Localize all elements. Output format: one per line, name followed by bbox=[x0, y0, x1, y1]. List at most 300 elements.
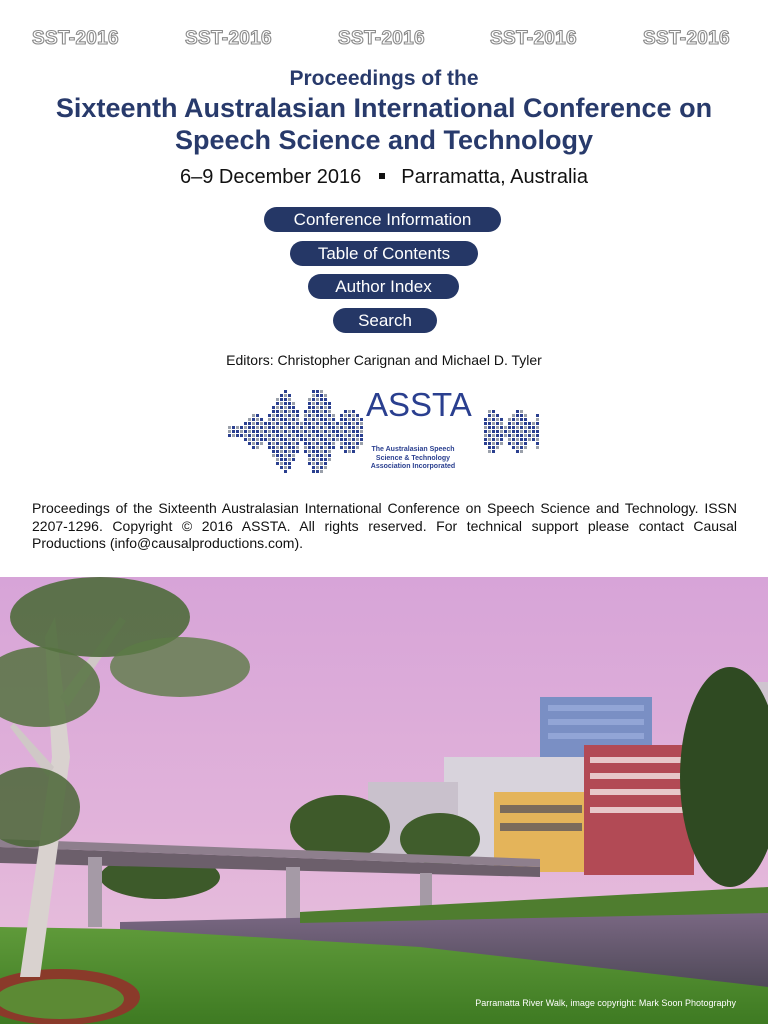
logo-pixel bbox=[308, 442, 311, 445]
logo-pixel bbox=[304, 410, 307, 413]
logo-pixel bbox=[272, 422, 275, 425]
logo-pixel bbox=[520, 446, 523, 449]
logo-pixel bbox=[348, 422, 351, 425]
logo-pixel bbox=[328, 450, 331, 453]
logo-pixel bbox=[280, 442, 283, 445]
logo-pixel bbox=[348, 446, 351, 449]
logo-pixel bbox=[508, 438, 511, 441]
logo-pixel bbox=[324, 466, 327, 469]
logo-pixel bbox=[516, 414, 519, 417]
logo-pixel bbox=[308, 406, 311, 409]
logo-pixel bbox=[272, 414, 275, 417]
logo-pixel bbox=[332, 418, 335, 421]
logo-pixel bbox=[292, 426, 295, 429]
logo-pixel bbox=[516, 422, 519, 425]
logo-pixel bbox=[500, 422, 503, 425]
logo-pixel bbox=[284, 426, 287, 429]
logo-pixel bbox=[488, 410, 491, 413]
logo-pixel bbox=[272, 410, 275, 413]
logo-pixel bbox=[288, 394, 291, 397]
logo-pixel bbox=[288, 450, 291, 453]
logo-pixel bbox=[280, 426, 283, 429]
logo-pixel bbox=[524, 446, 527, 449]
logo-pixel bbox=[292, 458, 295, 461]
logo-pixel bbox=[312, 442, 315, 445]
logo-pixel bbox=[324, 402, 327, 405]
brand-prefix: SST- bbox=[185, 28, 229, 49]
logo-pixel bbox=[260, 430, 263, 433]
logo-pixel bbox=[312, 406, 315, 409]
logo-pixel bbox=[284, 450, 287, 453]
logo-pixel bbox=[252, 418, 255, 421]
logo-pixel bbox=[288, 398, 291, 401]
logo-pixel bbox=[500, 434, 503, 437]
logo-pixel bbox=[324, 398, 327, 401]
logo-pixel bbox=[252, 442, 255, 445]
logo-pixel bbox=[340, 422, 343, 425]
logo-pixel bbox=[288, 406, 291, 409]
logo-pixel bbox=[324, 394, 327, 397]
logo-pixel bbox=[348, 438, 351, 441]
logo-pixel bbox=[292, 418, 295, 421]
logo-pixel bbox=[304, 418, 307, 421]
logo-pixel bbox=[320, 446, 323, 449]
logo-pixel bbox=[332, 438, 335, 441]
logo-pixel bbox=[268, 414, 271, 417]
logo-pixel bbox=[288, 418, 291, 421]
logo-pixel bbox=[252, 426, 255, 429]
logo-pixel bbox=[504, 426, 507, 429]
logo-pixel bbox=[360, 430, 363, 433]
logo-pixel bbox=[320, 414, 323, 417]
logo-pixel bbox=[344, 434, 347, 437]
logo-pixel bbox=[304, 450, 307, 453]
logo-pixel bbox=[320, 470, 323, 473]
logo-pixel bbox=[292, 442, 295, 445]
logo-pixel bbox=[320, 454, 323, 457]
logo-pixel bbox=[284, 462, 287, 465]
logo-pixel bbox=[248, 442, 251, 445]
logo-pixel bbox=[288, 430, 291, 433]
logo-pixel bbox=[312, 414, 315, 417]
logo-pixel bbox=[484, 418, 487, 421]
logo-pixel bbox=[352, 426, 355, 429]
logo-pixel bbox=[284, 410, 287, 413]
logo-pixel bbox=[272, 438, 275, 441]
logo-pixel bbox=[292, 422, 295, 425]
logo-pixel bbox=[280, 450, 283, 453]
logo-pixel bbox=[288, 446, 291, 449]
logo-pixel bbox=[232, 430, 235, 433]
logo-pixel bbox=[280, 406, 283, 409]
page-title bbox=[0, 92, 768, 156]
logo-pixel bbox=[276, 446, 279, 449]
logo-pixel bbox=[320, 410, 323, 413]
logo-pixel bbox=[316, 422, 319, 425]
logo-pixel bbox=[260, 434, 263, 437]
logo-pixel bbox=[276, 450, 279, 453]
logo-pixel bbox=[332, 430, 335, 433]
logo-pixel bbox=[492, 446, 495, 449]
logo-pixel bbox=[352, 418, 355, 421]
logo-pixel bbox=[276, 442, 279, 445]
logo-pixel bbox=[316, 398, 319, 401]
logo-pixel bbox=[276, 418, 279, 421]
logo-pixel bbox=[508, 422, 511, 425]
logo-pixel bbox=[300, 434, 303, 437]
logo-pixel bbox=[288, 422, 291, 425]
logo-pixel bbox=[488, 422, 491, 425]
logo-pixel bbox=[524, 422, 527, 425]
logo-pixel bbox=[488, 450, 491, 453]
logo-pixel bbox=[332, 422, 335, 425]
logo-pixel bbox=[312, 450, 315, 453]
logo-pixel bbox=[348, 450, 351, 453]
logo-pixel bbox=[272, 406, 275, 409]
conference-information-button[interactable]: Conference Information bbox=[264, 207, 501, 232]
logo-pixel bbox=[316, 454, 319, 457]
logo-pixel bbox=[280, 398, 283, 401]
logo-pixel bbox=[276, 402, 279, 405]
logo-pixel bbox=[356, 422, 359, 425]
logo-pixel bbox=[284, 458, 287, 461]
logo-pixel bbox=[356, 434, 359, 437]
logo-pixel bbox=[524, 418, 527, 421]
logo-pixel bbox=[332, 434, 335, 437]
logo-pixel bbox=[352, 422, 355, 425]
logo-pixel bbox=[536, 438, 539, 441]
logo-pixel bbox=[336, 430, 339, 433]
logo-pixel bbox=[492, 422, 495, 425]
brand-year: 2016 bbox=[381, 28, 425, 49]
title-line-2: Speech Science and Technology bbox=[174, 125, 594, 155]
logo-pixel bbox=[260, 438, 263, 441]
logo-pixel bbox=[508, 418, 511, 421]
logo-pixel bbox=[488, 438, 491, 441]
logo-pixel bbox=[288, 426, 291, 429]
logo-pixel bbox=[536, 418, 539, 421]
logo-pixel bbox=[516, 446, 519, 449]
logo-pixel bbox=[272, 446, 275, 449]
logo-pixel bbox=[272, 430, 275, 433]
logo-pixel bbox=[292, 446, 295, 449]
logo-pixel bbox=[512, 446, 515, 449]
logo-pixel bbox=[320, 434, 323, 437]
logo-pixel bbox=[244, 434, 247, 437]
logo-pixel bbox=[248, 434, 251, 437]
logo-pixel bbox=[492, 438, 495, 441]
logo-pixel bbox=[316, 414, 319, 417]
logo-pixel bbox=[292, 450, 295, 453]
logo-pixel bbox=[484, 442, 487, 445]
logo-pixel bbox=[252, 438, 255, 441]
brand-year: 2016 bbox=[75, 28, 119, 49]
logo-pixel bbox=[236, 426, 239, 429]
logo-pixel bbox=[324, 442, 327, 445]
logo-pixel bbox=[276, 426, 279, 429]
logo-pixel bbox=[328, 438, 331, 441]
logo-pixel bbox=[516, 410, 519, 413]
logo-pixel bbox=[312, 394, 315, 397]
logo-pixel bbox=[344, 414, 347, 417]
logo-pixel bbox=[288, 410, 291, 413]
logo-pixel bbox=[324, 430, 327, 433]
logo-pixel bbox=[324, 446, 327, 449]
logo-pixel bbox=[340, 418, 343, 421]
logo-pixel bbox=[496, 434, 499, 437]
logo-pixel bbox=[296, 422, 299, 425]
logo-pixel bbox=[328, 406, 331, 409]
logo-pixel bbox=[496, 422, 499, 425]
logo-pixel bbox=[256, 446, 259, 449]
logo-pixel bbox=[312, 454, 315, 457]
logo-pixel bbox=[328, 434, 331, 437]
logo-pixel bbox=[248, 426, 251, 429]
logo-pixel bbox=[524, 414, 527, 417]
logo-pixel bbox=[232, 434, 235, 437]
logo-pixel bbox=[252, 414, 255, 417]
logo-pixel bbox=[292, 406, 295, 409]
logo-pixel bbox=[512, 418, 515, 421]
logo-pixel bbox=[328, 402, 331, 405]
logo-pixel bbox=[320, 418, 323, 421]
logo-pixel bbox=[532, 438, 535, 441]
logo-pixel bbox=[528, 430, 531, 433]
logo-pixel bbox=[284, 394, 287, 397]
logo-pixel bbox=[488, 426, 491, 429]
logo-pixel bbox=[320, 430, 323, 433]
logo-pixel bbox=[268, 422, 271, 425]
logo-pixel bbox=[288, 458, 291, 461]
logo-pixel bbox=[316, 462, 319, 465]
logo-pixel bbox=[332, 442, 335, 445]
logo-pixel bbox=[516, 430, 519, 433]
logo-pixel bbox=[324, 406, 327, 409]
search-button[interactable]: Search bbox=[333, 308, 437, 333]
logo-pixel bbox=[328, 458, 331, 461]
logo-pixel bbox=[320, 394, 323, 397]
logo-pixel bbox=[308, 430, 311, 433]
logo-pixel bbox=[308, 410, 311, 413]
logo-pixel bbox=[248, 422, 251, 425]
logo-pixel bbox=[524, 430, 527, 433]
logo-pixel bbox=[280, 466, 283, 469]
author-index-button[interactable]: Author Index bbox=[308, 274, 459, 299]
logo-pixel bbox=[292, 410, 295, 413]
logo-pixel bbox=[272, 442, 275, 445]
logo-pixel bbox=[256, 422, 259, 425]
logo-pixel bbox=[512, 414, 515, 417]
date-location-line bbox=[0, 166, 768, 189]
brand-year: 2016 bbox=[228, 28, 272, 49]
logo-pixel bbox=[280, 410, 283, 413]
logo-pixel bbox=[536, 422, 539, 425]
logo-pixel bbox=[356, 414, 359, 417]
logo-pixel bbox=[272, 426, 275, 429]
logo-pixel bbox=[276, 414, 279, 417]
logo-pixel bbox=[228, 426, 231, 429]
logo-pixel bbox=[268, 426, 271, 429]
logo-pixel bbox=[536, 414, 539, 417]
logo-pixel bbox=[268, 442, 271, 445]
logo-pixel bbox=[292, 438, 295, 441]
logo-pixel bbox=[360, 422, 363, 425]
logo-pixel bbox=[360, 434, 363, 437]
logo-pixel bbox=[520, 414, 523, 417]
logo-pixel bbox=[252, 430, 255, 433]
logo-pixel bbox=[532, 422, 535, 425]
logo-pixel bbox=[312, 418, 315, 421]
logo-pixel bbox=[268, 434, 271, 437]
logo-pixel bbox=[288, 438, 291, 441]
title-line-1: Sixteenth Australasian International Conference on bbox=[55, 93, 713, 123]
logo-pixel bbox=[284, 398, 287, 401]
logo-pixel bbox=[256, 414, 259, 417]
logo-pixel bbox=[288, 402, 291, 405]
logo-pixel bbox=[276, 438, 279, 441]
logo-pixel bbox=[292, 454, 295, 457]
logo-pixel bbox=[276, 454, 279, 457]
logo-pixel bbox=[344, 418, 347, 421]
sst-brand-label bbox=[490, 28, 577, 50]
logo-pixel bbox=[340, 434, 343, 437]
logo-pixel bbox=[260, 422, 263, 425]
logo-pixel bbox=[256, 418, 259, 421]
logo-pixel bbox=[328, 426, 331, 429]
logo-pixel bbox=[240, 434, 243, 437]
logo-pixel bbox=[312, 466, 315, 469]
logo-pixel bbox=[352, 438, 355, 441]
logo-pixel bbox=[312, 390, 315, 393]
logo-pixel bbox=[284, 442, 287, 445]
logo-pixel bbox=[512, 434, 515, 437]
logo-pixel bbox=[528, 438, 531, 441]
logo-pixel bbox=[488, 430, 491, 433]
logo-pixel bbox=[516, 426, 519, 429]
logo-pixel bbox=[344, 438, 347, 441]
logo-pixel bbox=[304, 414, 307, 417]
logo-pixel bbox=[240, 430, 243, 433]
logo-pixel bbox=[280, 434, 283, 437]
logo-pixel bbox=[248, 430, 251, 433]
logo-pixel bbox=[328, 430, 331, 433]
logo-pixel bbox=[492, 410, 495, 413]
logo-pixel bbox=[316, 426, 319, 429]
logo-pixel bbox=[324, 426, 327, 429]
logo-pixel bbox=[352, 410, 355, 413]
logo-pixel bbox=[296, 430, 299, 433]
sst-brand-label bbox=[338, 28, 425, 50]
logo-pixel bbox=[484, 430, 487, 433]
logo-pixel bbox=[288, 434, 291, 437]
logo-pixel bbox=[296, 414, 299, 417]
logo-pixel bbox=[324, 434, 327, 437]
table-of-contents-button[interactable]: Table of Contents bbox=[290, 241, 478, 266]
logo-pixel bbox=[520, 438, 523, 441]
logo-pixel bbox=[296, 418, 299, 421]
logo-pixel bbox=[280, 458, 283, 461]
logo-pixel bbox=[284, 434, 287, 437]
logo-pixel bbox=[276, 398, 279, 401]
logo-pixel bbox=[312, 426, 315, 429]
logo-pixel bbox=[304, 438, 307, 441]
brand-prefix: SST- bbox=[490, 28, 534, 49]
logo-pixel bbox=[232, 426, 235, 429]
logo-pixel bbox=[272, 454, 275, 457]
logo-pixel bbox=[308, 438, 311, 441]
logo-pixel bbox=[248, 418, 251, 421]
assta-logo-name: ASSTA bbox=[366, 386, 472, 423]
logo-pixel bbox=[532, 430, 535, 433]
logo-pixel bbox=[508, 430, 511, 433]
logo-pixel bbox=[292, 402, 295, 405]
logo-pixel bbox=[316, 442, 319, 445]
logo-pixel bbox=[308, 414, 311, 417]
logo-pixel bbox=[288, 442, 291, 445]
logo-pixel bbox=[316, 410, 319, 413]
logo-pixel bbox=[324, 450, 327, 453]
logo-pixel bbox=[512, 426, 515, 429]
logo-pixel bbox=[312, 470, 315, 473]
logo-pixel bbox=[320, 426, 323, 429]
logo-pixel bbox=[288, 466, 291, 469]
logo-pixel bbox=[528, 434, 531, 437]
logo-pixel bbox=[264, 426, 267, 429]
logo-pixel bbox=[264, 438, 267, 441]
logo-pixel bbox=[344, 410, 347, 413]
logo-pixel bbox=[336, 434, 339, 437]
logo-pixel bbox=[268, 418, 271, 421]
logo-pixel bbox=[312, 438, 315, 441]
logo-pixel bbox=[304, 426, 307, 429]
logo-pixel bbox=[520, 434, 523, 437]
logo-pixel bbox=[344, 422, 347, 425]
logo-pixel bbox=[524, 442, 527, 445]
logo-pixel bbox=[256, 442, 259, 445]
logo-pixel bbox=[280, 422, 283, 425]
logo-pixel bbox=[284, 402, 287, 405]
logo-pixel bbox=[500, 418, 503, 421]
logo-pixel bbox=[280, 402, 283, 405]
logo-pixel bbox=[240, 426, 243, 429]
logo-pixel bbox=[500, 426, 503, 429]
logo-pixel bbox=[264, 434, 267, 437]
logo-pixel bbox=[336, 422, 339, 425]
logo-pixel bbox=[488, 446, 491, 449]
logo-pixel bbox=[296, 438, 299, 441]
logo-pixel bbox=[324, 458, 327, 461]
logo-pixel bbox=[492, 450, 495, 453]
logo-pixel bbox=[316, 402, 319, 405]
logo-pixel bbox=[252, 434, 255, 437]
logo-pixel bbox=[536, 446, 539, 449]
logo-pixel bbox=[360, 426, 363, 429]
logo-pixel bbox=[340, 446, 343, 449]
logo-pixel bbox=[496, 446, 499, 449]
logo-pixel bbox=[348, 426, 351, 429]
logo-pixel bbox=[308, 402, 311, 405]
logo-pixel bbox=[288, 454, 291, 457]
logo-pixel bbox=[348, 434, 351, 437]
logo-pixel bbox=[352, 446, 355, 449]
logo-pixel bbox=[264, 430, 267, 433]
brand-prefix: SST- bbox=[643, 28, 687, 49]
logo-pixel bbox=[528, 426, 531, 429]
logo-pixel bbox=[260, 426, 263, 429]
logo-pixel bbox=[276, 434, 279, 437]
logo-pixel bbox=[336, 438, 339, 441]
logo-pixel bbox=[520, 430, 523, 433]
